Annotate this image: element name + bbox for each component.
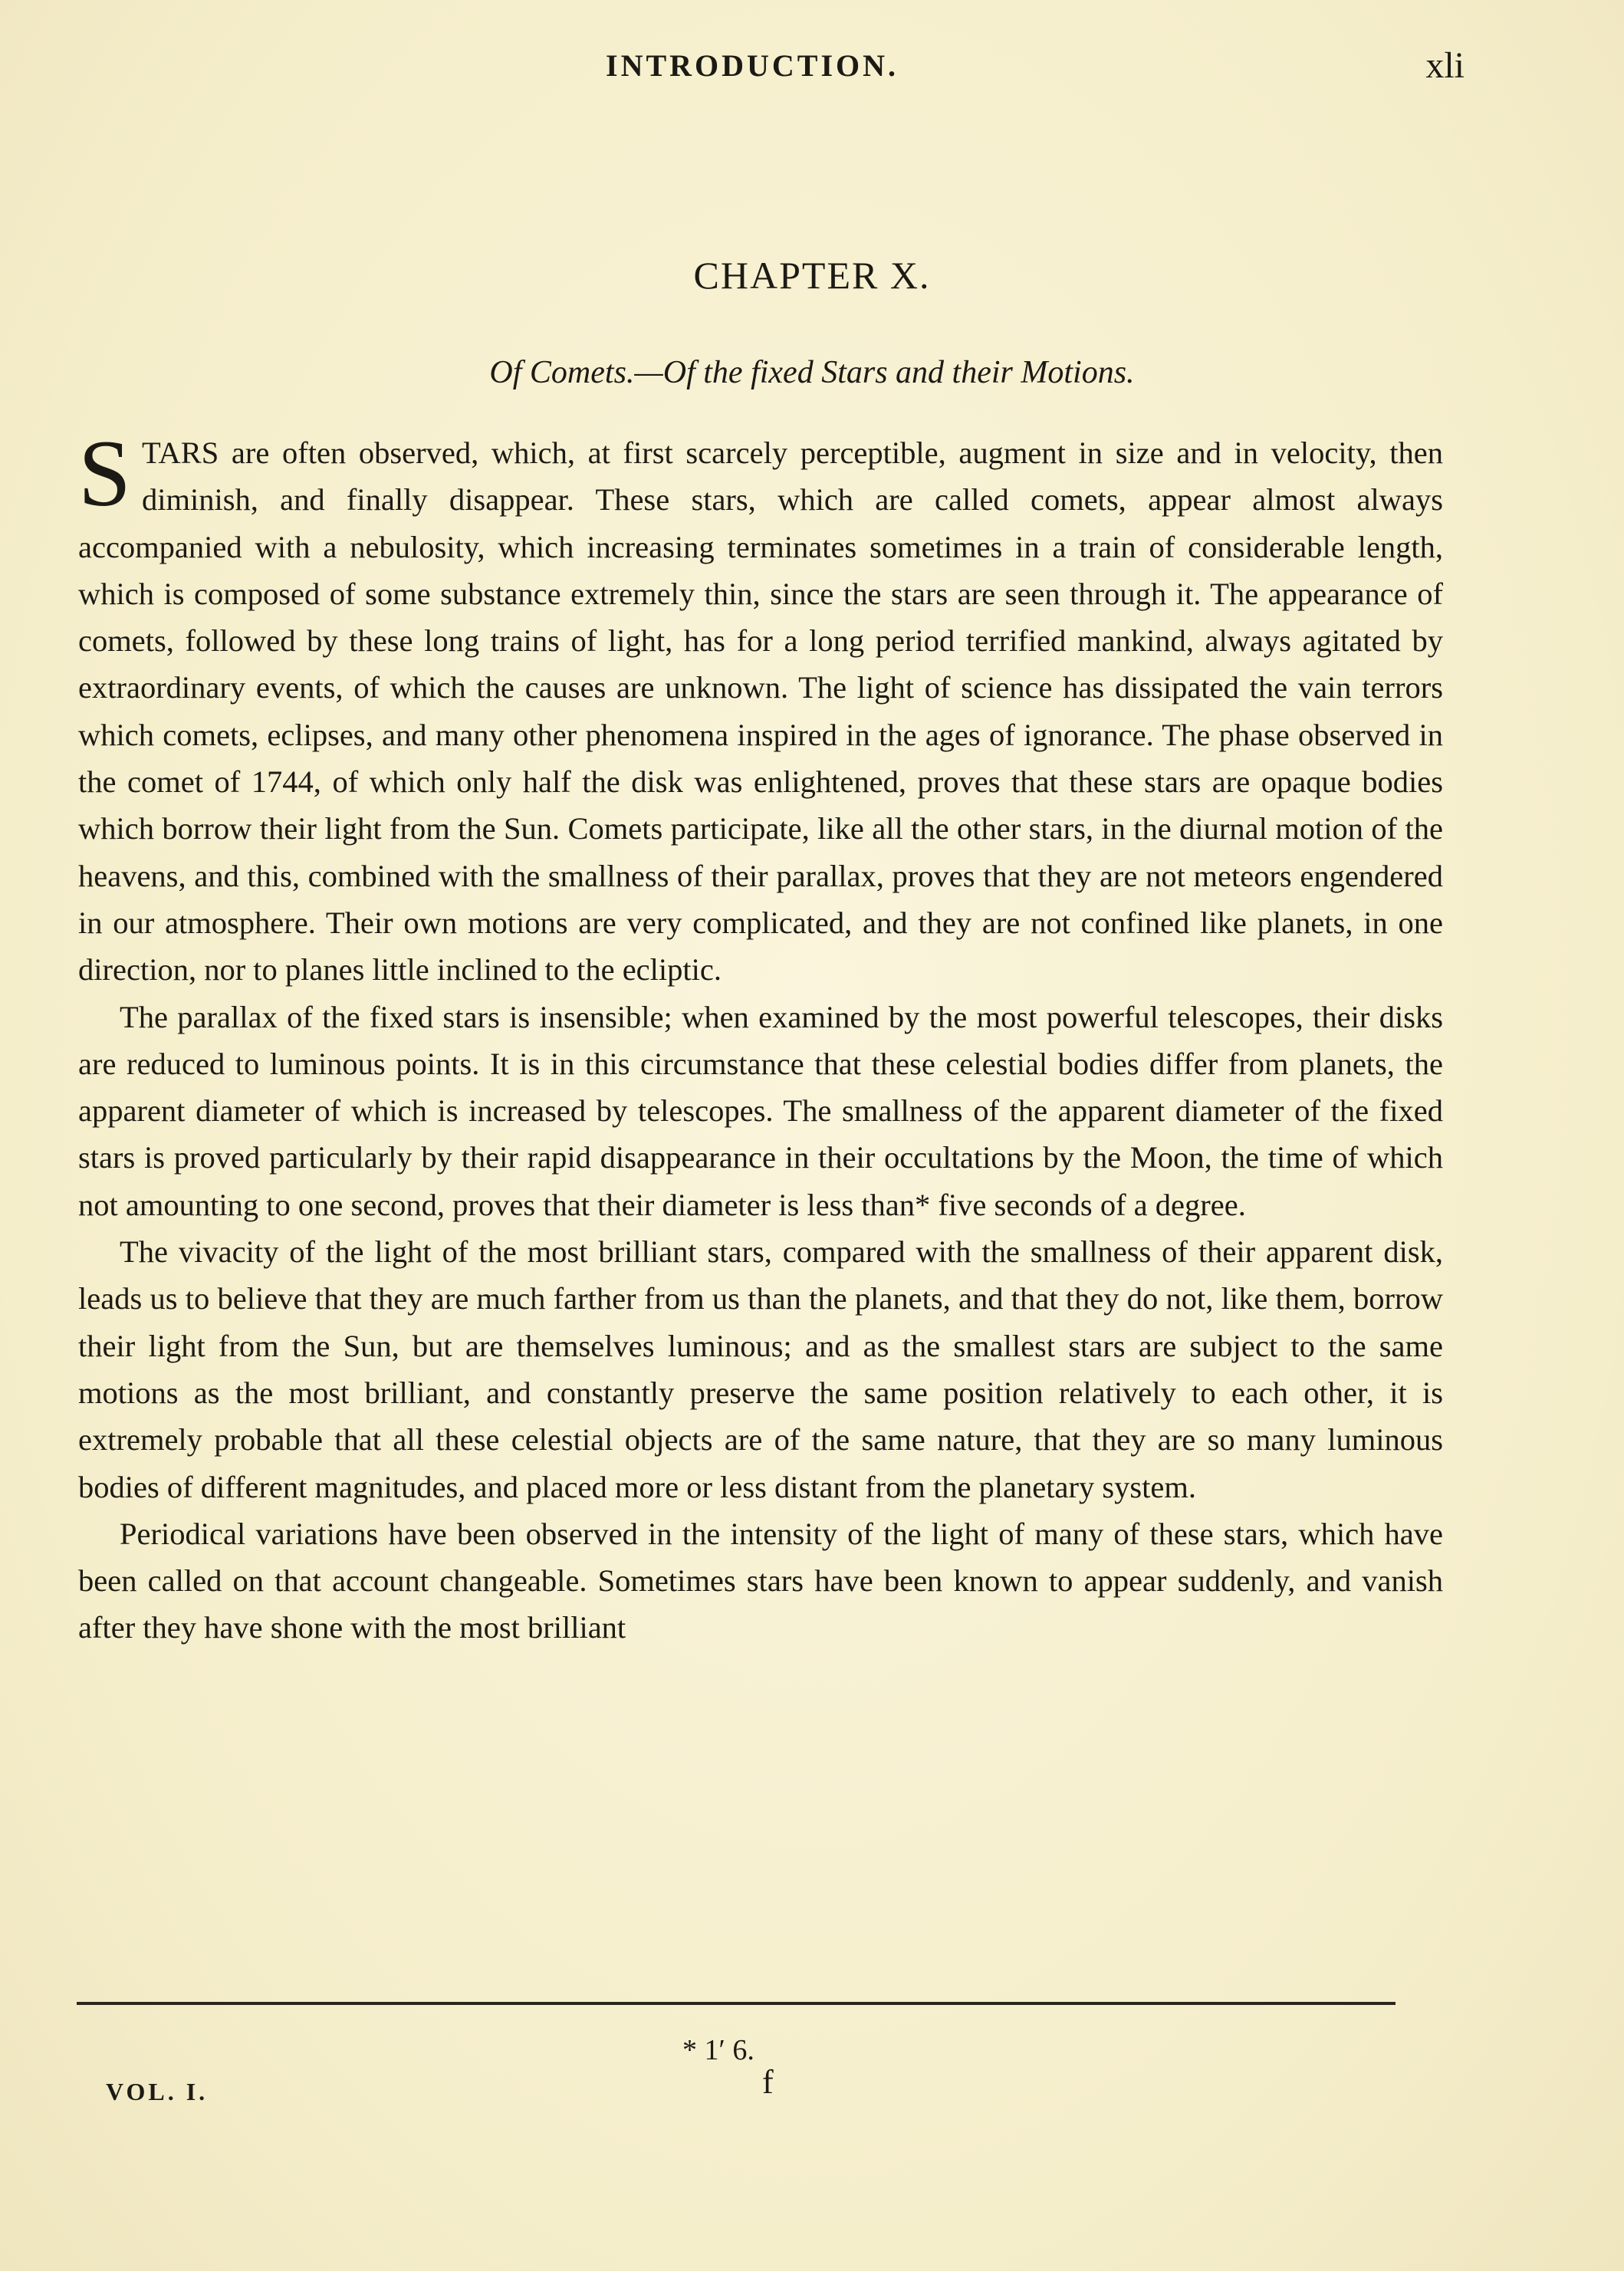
volume-mark: VOL. I. xyxy=(106,2078,209,2105)
chapter-title: CHAPTER X. xyxy=(693,254,931,297)
footnote: * 1′ 6. xyxy=(682,2034,754,2066)
drop-cap: S xyxy=(78,421,131,526)
running-title: INTRODUCTION. xyxy=(606,48,899,83)
page-number: xli xyxy=(1425,45,1465,86)
chapter-subtitle: Of Comets.—Of the fixed Stars and their Motions. xyxy=(489,355,1135,390)
paragraph-2: The parallax of the fixed stars is insensible; when examined by the most powerful telescopes, their disks are reduced to luminous points. It is in this circumstance that these celestial bodies differ from planets, the apparent diameter of which is increased by telescopes. The smallness of the apparent diameter of the fixed stars is proved particularly by their rapid disappearance in their occultations by the Moon, the time of which not amounting to one second, proves that their diameter is less than* five seconds of a degree. xyxy=(78,999,1443,1222)
body-text xyxy=(78,421,1443,1651)
paragraph-4: Periodical variations have been observed in the intensity of the light of many of these stars, which have been called on that account changeable. Sometimes stars have been known to appear suddenly, and vanish after they have shone with the most brilliant xyxy=(78,1516,1443,1645)
running-head xyxy=(606,45,1465,94)
paragraph-1 xyxy=(78,421,1443,994)
paragraph-1-text: TARS are often observed, which, at first scarcely perceptible, augment in size and in velocity, then diminish, and finally disappear. These stars, which are called comets, appear almost always accompanied with a nebulosity, which increasing terminates sometimes in a train of considerable length, which is composed of some substance extremely thin, since the stars are seen through it. The appearance of comets, followed by these long trains of light, has for a long period terrified mankind, always agitated by extraordinary events, of which the causes are unknown. The light of science has dissipated the vain terrors which comets, eclipses, and many other phenomena inspired in the ages of ignorance. The phase observed in the comet of 1744, of which only half the disk was enlightened, proves that these stars are opaque bodies which borrow their light from the Sun. Comets participate, like all the other stars, in the diurnal motion of the heavens, and this, combined with the smallness of their parallax, proves that they are not meteors engendered in our atmosphere. Their own motions are very complicated, and they are not confined like planets, in one direction, nor to planes little inclined to the ecliptic. xyxy=(78,435,1443,988)
footnote-rule xyxy=(77,2002,1396,2005)
signature-mark: f xyxy=(762,2063,774,2101)
paragraph-3: The vivacity of the light of the most brilliant stars, compared with the smallness of their apparent disk, leads us to believe that they are much farther from us than the planets, and that they do not, like them, borrow their light from the Sun, but are themselves luminous; and as the smallest stars are subject to the same motions as the most brilliant, and constantly preserve the same position relatively to each other, it is extremely probable that all these celestial objects are of the same nature, that they are so many luminous bodies of different magnitudes, and placed more or less distant from the planetary system. xyxy=(78,1234,1443,1504)
